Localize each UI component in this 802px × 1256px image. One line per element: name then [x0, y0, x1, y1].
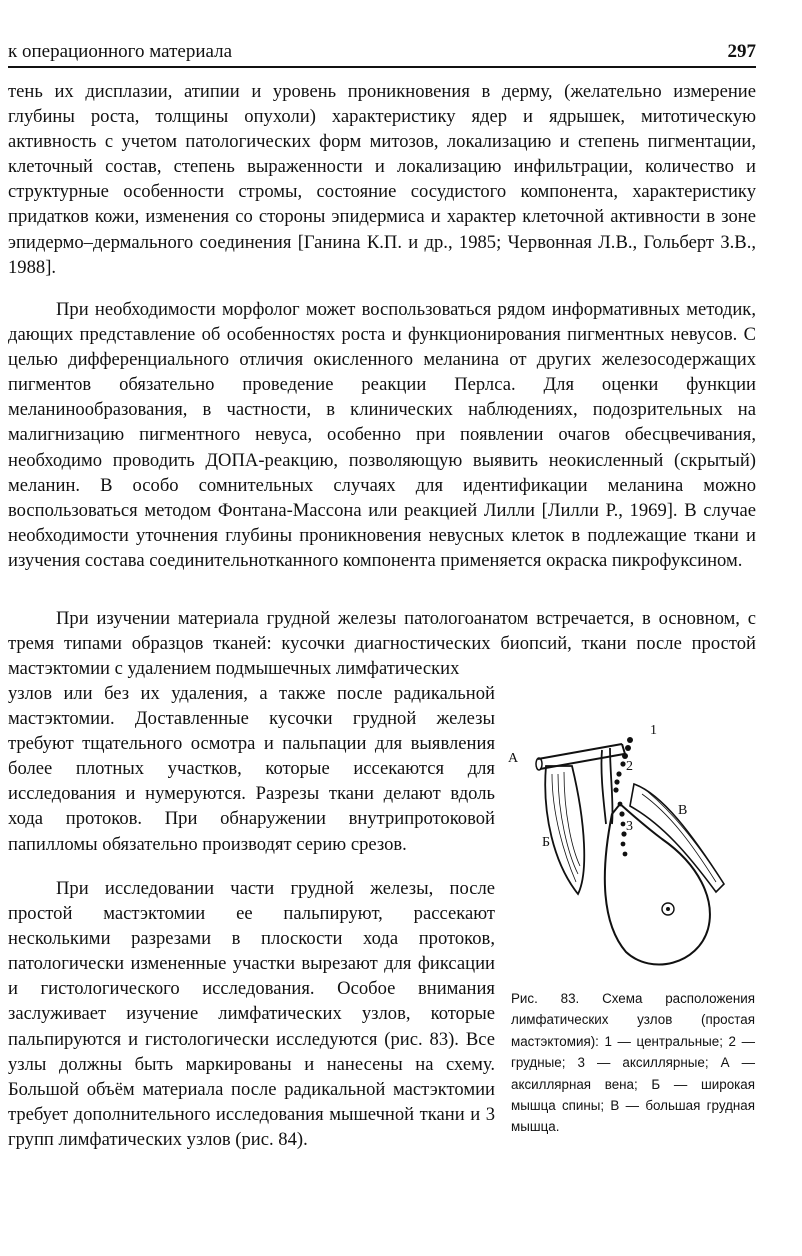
label-b: Б [542, 835, 551, 850]
label-2: 2 [626, 759, 633, 774]
breast-outline [605, 804, 710, 965]
page-number: 297 [727, 41, 756, 62]
label-3: 3 [626, 819, 633, 834]
figure-83 [502, 714, 758, 984]
figure-caption: Рис. 83. Схема расположения лимфатических узлов (простая мастэктомия): 1 — центральные; 2 — грудные; 3 — аксиллярные; А — аксиллярная вена; Б — широкая мышца спины; В — большая грудная мышца. [511, 991, 755, 1135]
section-title: к операционного материала [8, 41, 233, 62]
label-a: А [508, 751, 519, 766]
lymph-node-diagram [502, 714, 758, 984]
paragraph-3-top: При изучении материала грудной железы патологоанатом встречается, в основном, с тремя типами образцов тканей: кусочки диагностических биопсий, ткани после простой мастэктомии с удалением подмышечных лимфатических [8, 608, 756, 680]
paragraph-4: При исследовании части грудной железы, после простой мастэктомии ее пальпируют, рассекают несколькими разрезами в плоскости хода протоков, патологически измененные участки вырезают для фиксации и гистологического исследования. Особое внимания заслуживает изучение лимфатических узлов, которые пальпируются и гистологически исследуются (рис. 83). Все узлы должны быть маркированы и нанесены на схему. Большой объём материала после радикальной мастэктомии требует дополнительного исследования мышечной ткани и 3 групп лимфатических узлов (рис. 84). [8, 878, 495, 1150]
header-rule [8, 66, 756, 68]
latissimus-muscle [545, 766, 584, 894]
running-head [8, 40, 756, 66]
label-1: 1 [650, 723, 657, 738]
label-v: В [678, 803, 688, 818]
paragraph-3-wrapped: узлов или без их удаления, а также после радикальной мастэктомии. Доставленные кусочки грудной железы требуют тщательного осмотра и пальпации для выявления более плотных участков, которые иссекаются для исследования и нумеруются. Разрезы ткани делают вдоль хода протоков. При обнаружении внутрипротоковой папилломы обязательно производят серию срезов. [8, 683, 495, 855]
pectoralis-muscle [630, 784, 724, 892]
paragraph-1: тень их дисплазии, атипии и уровень проникновения в дерму, (желательно измерение глубины роста, толщины опухоли) характеристику ядер и ядрышек, митотическую активность с учетом патологических форм митозов, локализацию и степень пигментации, клеточный состав, степень выраженности и локализацию инфильтрации, количество и структурные особенности стромы, состояние сосудистого компонента, характеристику придатков кожи, изменения со стороны эпидермиса и характер клеточной активности в зоне эпидермо–дермального соединения [Ганина К.П. и др., 1985; Червонная Л.В., Гольберт З.В., 1988]. [8, 81, 756, 278]
paragraph-2: При необходимости морфолог может воспользоваться рядом информативных методик, дающих представление об особенностях роста и функционирования пигментных невусов. С целью дифференциального отличия окисленного меланина от других железосодержащих пигментов обязательно проведение реакции Перлса. Для оценки функции меланинообразования, в частности, в клинических наблюдениях, подозрительных на малигнизацию пигментного невуса, особенно при появлении очагов обесцвечивания, необходимо проводить ДОПА-реакцию, позволяющую выявить неокисленный (скрытый) меланин. В особо сомнительных случаях для идентификации меланина можно воспользоваться методом Фонтана-Массона или реакцией Лилли [Лилли Р., 1969]. В случае необходимости уточнения глубины проникновения невусных клеток в подлежащие ткани и изучения состава соединительнотканного компонента применяется окраска пикрофуксином. [8, 299, 756, 571]
